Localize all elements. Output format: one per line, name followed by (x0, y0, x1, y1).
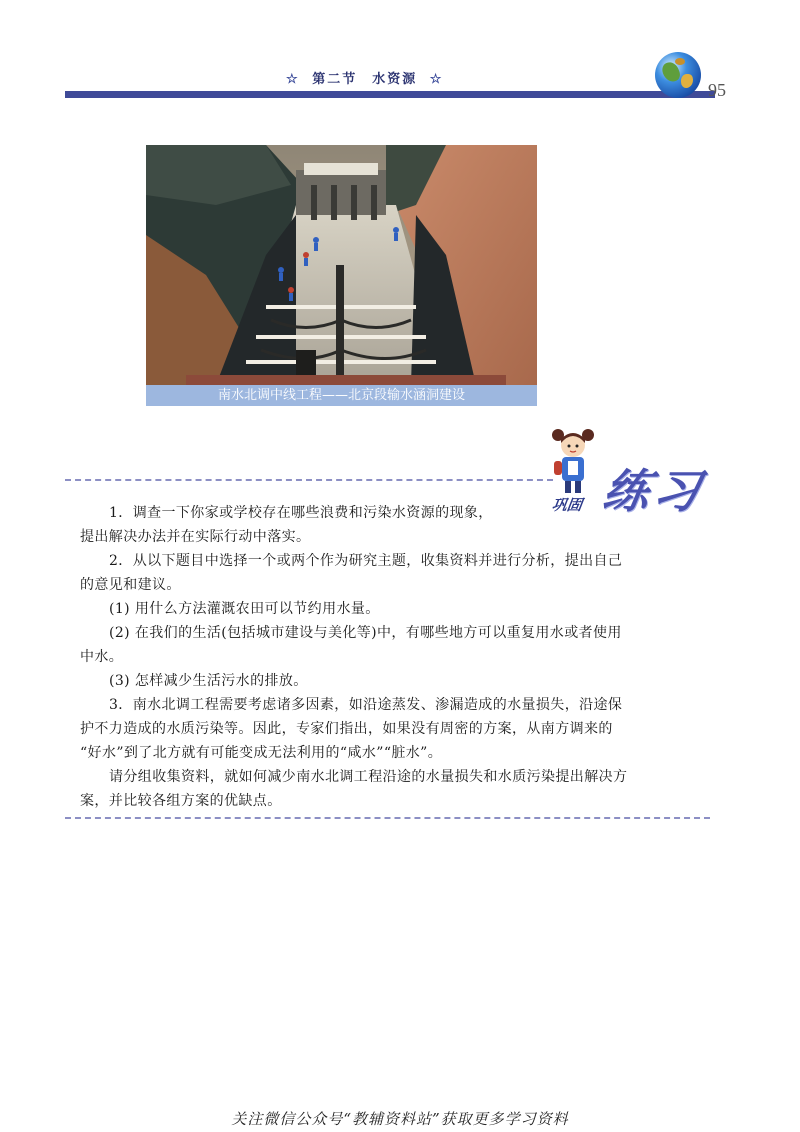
construction-photo (146, 145, 537, 385)
globe-icon (655, 52, 701, 98)
exercise-2a: (1) 用什么方法灌溉农田可以节约用水量。 (109, 601, 380, 617)
exercise-3-line-2: 护不力造成的水质污染等。因此，专家们指出，如果没有周密的方案，从南方调来的 (80, 721, 613, 737)
exercise-2-line-1: 2．从以下题目中选择一个或两个作为研究主题，收集资料并进行分析，提出自己 (109, 553, 623, 569)
exercise-2c: (3) 怎样减少生活污水的排放。 (109, 673, 308, 689)
exercise-3-line-1: 3．南水北调工程需要考虑诸多因素，如沿途蒸发、渗漏造成的水量损失，沿途保 (109, 697, 623, 713)
header-bar (65, 91, 715, 98)
dashed-divider-bottom (65, 817, 710, 819)
star-icon-left: ☆ (286, 72, 300, 87)
exercise-2-line-2: 的意见和建议。 (80, 577, 181, 593)
practice-label-big: 练习 (598, 464, 709, 518)
exercise-2b-line-2: 中水。 (80, 649, 124, 665)
dashed-divider-top (65, 479, 553, 481)
section-header (280, 68, 449, 87)
exercise-4-line-1: 请分组收集资料，就如何减少南水北调工程沿途的水量损失和水质污染提出解决方 (109, 769, 628, 785)
exercise-3-line-3: “好水”到了北方就有可能变成无法利用的“咸水”“脏水”。 (80, 745, 443, 761)
student-mascot-icon (548, 425, 598, 495)
exercise-4-line-2: 案，并比较各组方案的优缺点。 (80, 793, 282, 809)
photo-caption: 南水北调中线工程——北京段输水涵洞建设 (146, 385, 537, 406)
star-icon-right: ☆ (429, 72, 444, 87)
exercise-1-line-2: 提出解决办法并在实际行动中落实。 (80, 529, 311, 545)
exercise-2b-line-1: (2) 在我们的生活(包括城市建设与美化等)中，有哪些地方可以重复用水或者使用 (109, 625, 622, 641)
page-number: 95 (708, 80, 726, 100)
exercise-1-line-1: 1．调查一下你家或学校存在哪些浪费和污染水资源的现象， (109, 505, 493, 521)
footer-note: 关注微信公众号“教辅资料站”获取更多学习资料 (231, 1110, 569, 1128)
section-title: 第二节 水资源 (312, 72, 418, 87)
practice-label-small: 巩固 (550, 496, 584, 514)
